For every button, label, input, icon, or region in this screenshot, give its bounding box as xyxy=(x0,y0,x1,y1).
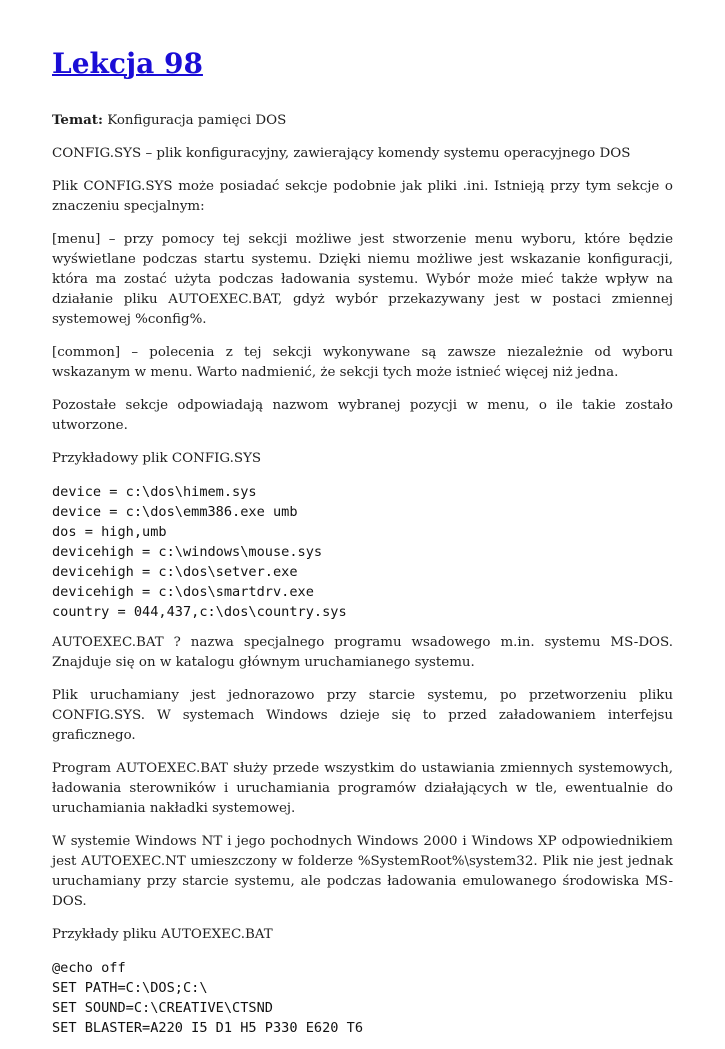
topic-label: Temat: xyxy=(52,112,103,128)
paragraph-config-example-heading: Przykładowy plik CONFIG.SYS xyxy=(52,451,262,466)
topic-text: Konfiguracja pamięci DOS xyxy=(107,113,287,128)
paragraph-common-section: [common] – polecenia z tej sekcji wykonywane są zawsze niezależnie od wyboru wskazanym w menu. Warto nadmienić, że sekcji tych może istnieć więcej niż jedna. xyxy=(52,345,673,380)
code-line: device = c:\dos\emm386.exe umb xyxy=(52,504,298,520)
code-line: dos = high,umb xyxy=(52,524,167,540)
topic-paragraph xyxy=(52,110,673,131)
autoexec-bat-code-block xyxy=(52,958,673,1038)
code-line: devicehigh = c:\windows\mouse.sys xyxy=(52,544,323,560)
paragraph-autoexec-nt: W systemie Windows NT i jego pochodnych Windows 2000 i Windows XP odpowiednikiem jest AUTOEXEC.NT umieszczony w folderze %SystemRoot%\system32. Plik nie jest jednak uruchamiany przy starcie systemu, ale podczas ładowania emulowanego środowiska MS-DOS. xyxy=(52,834,673,909)
paragraph-menu-section: [menu] – przy pomocy tej sekcji możliwe jest stworzenie menu wyboru, które będzie wyświetlane podczas startu systemu. Dzięki niemu możliwe jest wskazanie konfiguracji, która ma zostać użyta podczas ładowania systemu. Wybór może mieć także wpływ na działanie pliku AUTOEXEC.BAT, gdyż wybór przekazywany jest w postaci zmiennej systemowej %config%. xyxy=(52,232,673,327)
paragraph-other-sections: Pozostałe sekcje odpowiadają nazwom wybranej pozycji w menu, o ile takie zostało utworzone. xyxy=(52,398,673,433)
code-line: SET PATH=C:\DOS;C:\ xyxy=(52,980,208,996)
code-line: device = c:\dos\himem.sys xyxy=(52,484,257,500)
paragraph-autoexec-purpose: Program AUTOEXEC.BAT służy przede wszystkim do ustawiania zmiennych systemowych, ładowania sterowników i uruchamiania programów działających w tle, ewentualnie do uruchamiania nakładki systemowej. xyxy=(52,761,673,816)
code-line: @echo off xyxy=(52,960,126,976)
config-sys-code-block xyxy=(52,482,673,622)
code-line: SET SOUND=C:\CREATIVE\CTSND xyxy=(52,1000,273,1016)
paragraph-config-definition: CONFIG.SYS – plik konfiguracyjny, zawierający komendy systemu operacyjnego DOS xyxy=(52,146,631,161)
code-line: SET BLASTER=A220 I5 D1 H5 P330 E620 T6 xyxy=(52,1020,363,1036)
code-line: devicehigh = c:\dos\smartdrv.exe xyxy=(52,584,314,600)
paragraph-autoexec-example-heading: Przykłady pliku AUTOEXEC.BAT xyxy=(52,927,273,942)
paragraph-autoexec-startup: Plik uruchamiany jest jednorazowo przy starcie systemu, po przetworzeniu pliku CONFIG.SYS. W systemach Windows dzieje się to przed załadowaniem interfejsu graficznego. xyxy=(52,688,673,743)
paragraph-config-sections: Plik CONFIG.SYS może posiadać sekcje podobnie jak pliki .ini. Istnieją przy tym sekcje o znaczeniu specjalnym: xyxy=(52,179,673,214)
title-link[interactable]: Lekcja 98 xyxy=(52,47,203,80)
paragraph-autoexec-definition: AUTOEXEC.BAT ? nazwa specjalnego programu wsadowego m.in. systemu MS-DOS. Znajduje się on w katalogu głównym uruchamianego systemu. xyxy=(52,635,673,670)
code-line: country = 044,437,c:\dos\country.sys xyxy=(52,604,347,620)
code-line: devicehigh = c:\dos\setver.exe xyxy=(52,564,298,580)
page-title xyxy=(52,44,673,84)
document-page xyxy=(52,44,673,1049)
